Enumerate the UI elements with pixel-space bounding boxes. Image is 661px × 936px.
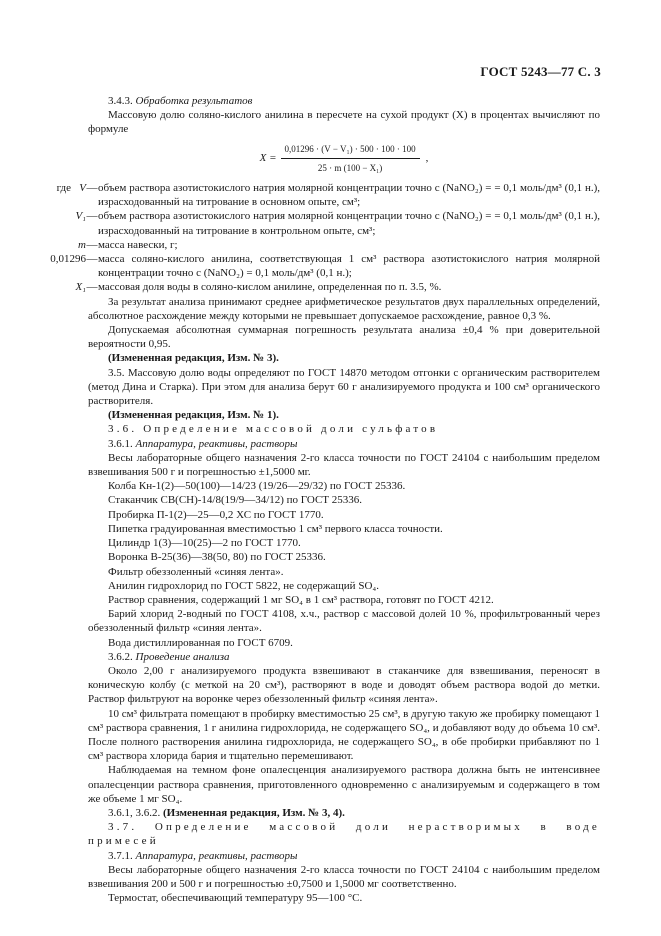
section-number: 3.4.3. <box>108 95 133 107</box>
subsection-heading-3-6-1: 3.6.1. Аппаратура, реактивы, растворы <box>108 437 298 450</box>
equipment-item: Стаканчик СВ(СН)-14/8(19/9—34/12) по ГОСТ 25336. <box>108 494 363 507</box>
equipment-item: Вода дистиллированная по ГОСТ 6709. <box>108 636 293 649</box>
paragraph-error: Допускаемая абсолютная суммарная погрешность результата анализа ±0,4 % при доверительной вероятности 0,95. <box>88 324 600 351</box>
variable-definitions <box>50 181 600 295</box>
definition-symbol: m <box>78 238 86 251</box>
equipment-item: Барий хлорид 2-водный по ГОСТ 4108, х.ч., раствор с массовой долей 10 %, профильтрованный через обеззоленный фильтр «синяя лента». <box>88 608 600 635</box>
document-body <box>50 94 600 905</box>
page-header: ГОСТ 5243—77 С. 3 <box>480 64 601 79</box>
equipment-item: Цилиндр 1(3)—10(25)—2 по ГОСТ 1770. <box>108 537 301 550</box>
edit-note: (Измененная редакция, Изм. № 3). <box>108 352 279 365</box>
paragraph-procedure-2: 10 см³ фильтрата помещают в пробирку вместимостью 25 см³, в другую такую же пробирку помещают 1 см³ раствора сравнения, 1 г анилина гидрохлорида, не содержащего SO₄, и добавляют воду до объема 10 см³. После полного растворения анилина гидрохлорида, не содержащего SO₄, в обе пробирки прибавляют по 1 см³ раствора хлорида бария и тщательно перемешивают. <box>88 707 600 763</box>
subsection-heading-3-6-2: 3.6.2. Проведение анализа <box>108 650 230 663</box>
section-heading-3-7: 3.7. Определение массовой доли нерастворимых в воде примесей <box>88 821 600 848</box>
definition-symbol: 0,01296 <box>50 253 86 266</box>
paragraph-result: За результат анализа принимают среднее арифметическое результатов двух параллельных определений, абсолютное расхождение между которыми не превышает допускаемое расхождение, равное 0,3 %. <box>88 295 600 322</box>
equipment-item: Весы лабораторные общего назначения 2-го класса точности по ГОСТ 24104 с наибольшим пределом взвешивания 500 г и погрешностью ±1,5000 мг. <box>88 451 600 479</box>
definition-symbol: где V <box>56 182 86 195</box>
definition-row: X₁ — массовая доля воды в солянo-кислом анилине, определенная по п. 3.5, %. <box>88 280 600 294</box>
equipment-item: Колба Кн-1(2)—50(100)—14/23 (19/26—29/32) по ГОСТ 25336. <box>108 480 406 493</box>
edit-note: 3.6.1, 3.6.2. (Измененная редакция, Изм. № 3, 4). <box>108 806 345 819</box>
formula-lhs: X = <box>259 152 277 165</box>
equipment-item: Пипетка градуированная вместимостью 1 см³ первого класса точности. <box>108 522 443 535</box>
definition-row: где V — объем раствора азотистокислого натрия молярной концентрации точно c (NaNO₂) = = 0,1 моль/дм³ (0,1 н.), израсходованный на титрование в основном опыте, см³; <box>88 181 600 209</box>
subsection-heading-3-7-1: 3.7.1. Аппаратура, реактивы, растворы <box>108 849 298 862</box>
paragraph-intro: Массовую долю соляно-кислого анилина в пересчете на сухой продукт (X) в процентах вычисляют по формуле <box>88 109 600 136</box>
definition-symbol: X₁ <box>75 281 86 294</box>
definition-text: объем раствора азотистокислого натрия молярной концентрации точно c (NaNO₂) = = 0,1 моль/дм³ (0,1 н.), израсходованный на титрование в основном опыте, см³; <box>98 182 600 209</box>
section-3-5: 3.5. Массовую долю воды определяют по ГОСТ 14870 методом отгонки с органическим растворителем (метод Дина и Старка). При этом для анализа берут 60 г анализируемого продукта и 100 см³ органического растворителя. <box>88 366 600 408</box>
paragraph-procedure-3: Наблюдаемая на темном фоне опалесценция анализируемого раствора должна быть не интенсивнее опалесценции раствора сравнения, приготовленного одновременно с анализируемым и содержащего в том же объеме 1 мг SO₄. <box>88 764 600 805</box>
formula-tail: , <box>425 152 429 165</box>
definition-row: 0,01296 — масса солянo-кислого анилина, соответствующая 1 см³ раствора азотистокислого натрия молярной концентрации точно c (NaNO₂) = 0,1 моль/дм³ (0,1 н.); <box>88 252 600 280</box>
formula-denominator: 25 · m (100 − X₁) <box>317 162 383 173</box>
definition-text: объем раствора азотистокислого натрия молярной концентрации точно c (NaNO₂) = = 0,1 моль/дм³ (0,1 н.), израсходованный на титрование в контрольном опыте, см³; <box>98 210 600 237</box>
edit-note: (Измененная редакция, Изм. № 1). <box>108 409 279 422</box>
section-heading-3-4-3 <box>88 94 600 108</box>
definition-text: масса солянo-кислого анилина, соответствующая 1 см³ раствора азотистокислого натрия молярной концентрации точно c (NaNO₂) = 0,1 моль/дм³ (0,1 н.); <box>98 253 600 280</box>
paragraph-procedure-1: Около 2,00 г анализируемого продукта взвешивают в стаканчике для взвешивания, переносят в коническую колбу (с меткой на 20 см³), растворяют в воде и доводят объем раствора водой до метки. Раствор фильтруют на воронке через обеззоленный фильтр «синяя лента». <box>88 664 600 706</box>
paragraph-scales: Весы лабораторные общего назначения 2-го класса точности по ГОСТ 24104 с наибольшим пределом взвешивания 200 и 500 г и погрешностью ±0,7500 и 1,5000 мг соответственно. <box>88 863 600 890</box>
definition-text: масса навески, г; <box>98 238 178 251</box>
formula-fraction <box>281 142 420 175</box>
paragraph-thermostat: Термостат, обеспечивающий температуру 95—100 °С. <box>108 892 363 905</box>
equipment-item: Пробирка П-1(2)—25—0,2 ХС по ГОСТ 1770. <box>108 508 324 521</box>
formula-numerator: 0,01296 · (V − V₁) · 500 · 100 · 100 <box>281 142 420 159</box>
formula <box>88 142 600 175</box>
definition-text: массовая доля воды в солянo-кислом анилине, определенная по п. 3.5, %. <box>98 281 442 294</box>
section-title: Обработка результатов <box>135 95 253 107</box>
equipment-item: Раствор сравнения, содержащий 1 мг SO₄ в 1 см³ раствора, готовят по ГОСТ 4212. <box>108 593 494 606</box>
equipment-item: Воронка В-25(36)—38(50, 80) по ГОСТ 25336. <box>108 551 326 564</box>
definition-symbol: V₁ <box>75 210 86 223</box>
definition-row: V₁ — объем раствора азотистокислого натрия молярной концентрации точно c (NaNO₂) = = 0,1 моль/дм³ (0,1 н.), израсходованный на титрование в контрольном опыте, см³; <box>88 209 600 237</box>
definition-row: m — масса навески, г; <box>88 238 600 252</box>
equipment-item: Фильтр обеззоленный «синяя лента». <box>108 565 284 578</box>
section-heading-3-6: 3.6. Определение массовой доли сульфатов <box>108 423 439 436</box>
equipment-item: Анилин гидрохлорид по ГОСТ 5822, не содержащий SO₄. <box>108 579 379 592</box>
where-label: где <box>56 182 72 195</box>
